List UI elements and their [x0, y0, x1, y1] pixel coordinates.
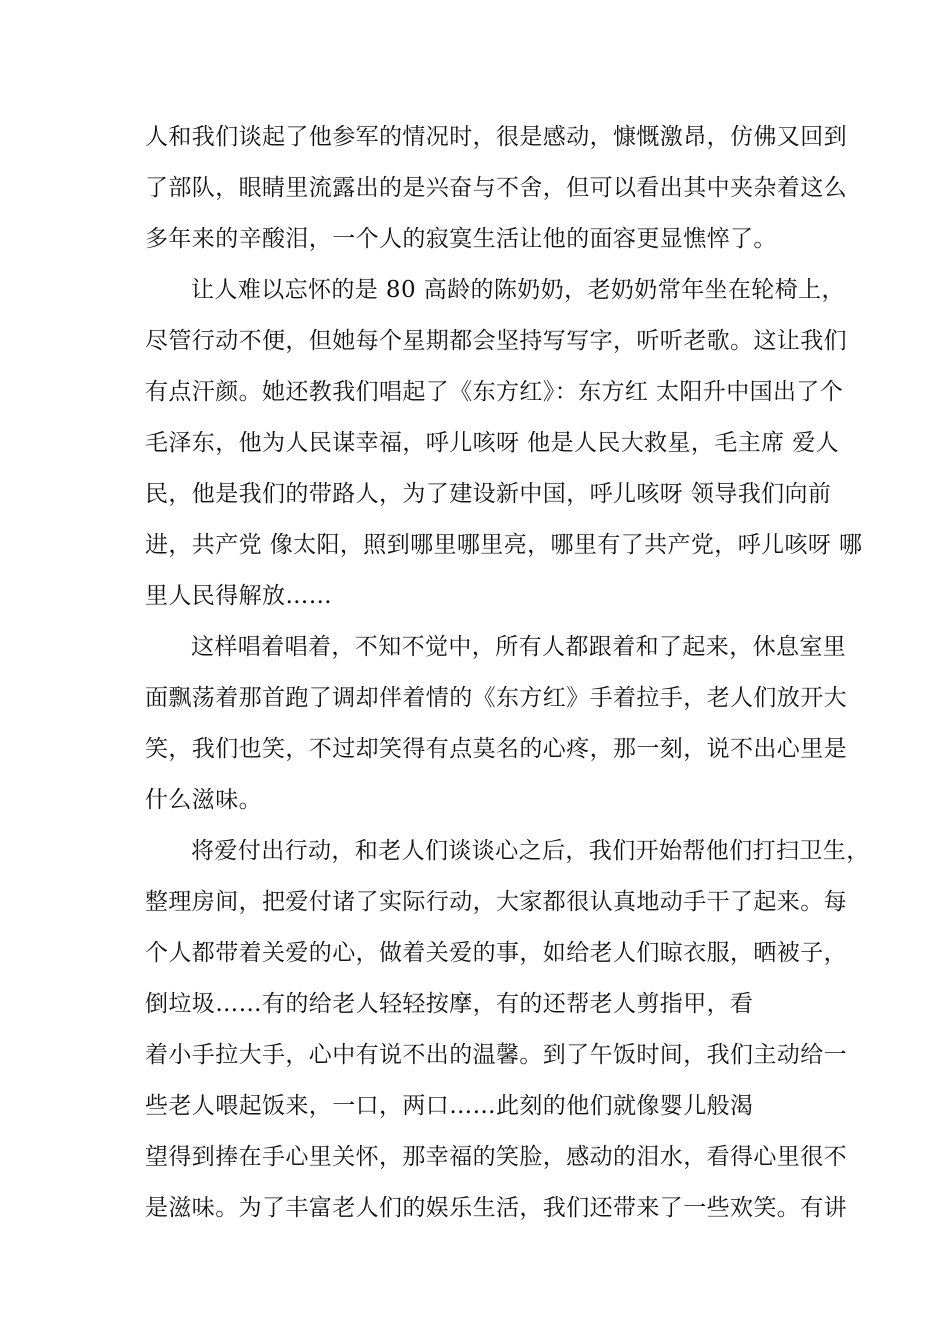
text-line: 人和我们谈起了他参军的情况时，很是感动，慷慨激昂，仿佛又回到 — [145, 124, 847, 150]
text-line: 些老人喂起饭来，一口，两口……此刻的他们就像婴儿般渴 — [145, 1093, 754, 1119]
text-line: 里人民得解放…… — [145, 583, 333, 609]
text-line: 面飘荡着那首跑了调却伴着情的《东方红》手着拉手，老人们放开大 — [145, 685, 847, 711]
paragraph-start-line: 将爱付出行动，和老人们谈谈心之后，我们开始帮他们打扫卫生， — [191, 838, 870, 864]
text-line: 有点汗颜。她还教我们唱起了《东方红》：东方红 太阳升中国出了个 — [145, 379, 844, 405]
text-line: 是滋味。为了丰富老人们的娱乐生活，我们还带来了一些欢笑。有讲 — [145, 1195, 847, 1221]
text-line: 笑，我们也笑，不过却笑得有点莫名的心疼，那一刻，说不出心里是 — [145, 736, 847, 762]
text-line: 倒垃圾……有的给老人轻轻按摩，有的还帮老人剪指甲，看 — [145, 991, 754, 1017]
paragraph-start-line: 让人难以忘怀的是 80 高龄的陈奶奶，老奶奶常年坐在轮椅上， — [191, 277, 845, 303]
text-line: 民，他是我们的带路人，为了建设新中国，呼儿咳呀 领导我们向前 — [145, 481, 832, 507]
text-line: 进，共产党 像太阳，照到哪里哪里亮，哪里有了共产党，呼儿咳呀 哪 — [145, 532, 863, 558]
text-line: 尽管行动不便，但她每个星期都会坚持写写字，听听老歌。这让我们 — [145, 328, 847, 354]
body-text — [145, 112, 870, 1234]
text-line: 毛泽东，他为人民谋幸福，呼儿咳呀 他是人民大救星，毛主席 爱人 — [145, 430, 840, 456]
text-line: 多年来的辛酸泪，一个人的寂寞生活让他的面容更显憔悴了。 — [145, 226, 777, 252]
text-line: 个人都带着关爱的心，做着关爱的事，如给老人们晾衣服，晒被子， — [145, 940, 847, 966]
text-line: 什么滋味。 — [145, 787, 262, 813]
text-line: 整理房间，把爱付诸了实际行动，大家都很认真地动手干了起来。每 — [145, 889, 847, 915]
paragraph-start-line: 这样唱着唱着，不知不觉中，所有人都跟着和了起来，休息室里 — [191, 634, 847, 660]
text-line: 着小手拉大手，心中有说不出的温馨。到了午饭时间，我们主动给一 — [145, 1042, 847, 1068]
text-line: 望得到捧在手心里关怀，那幸福的笑脸，感动的泪水，看得心里很不 — [145, 1144, 847, 1170]
text-line: 了部队，眼睛里流露出的是兴奋与不舍，但可以看出其中夹杂着这么 — [145, 175, 847, 201]
